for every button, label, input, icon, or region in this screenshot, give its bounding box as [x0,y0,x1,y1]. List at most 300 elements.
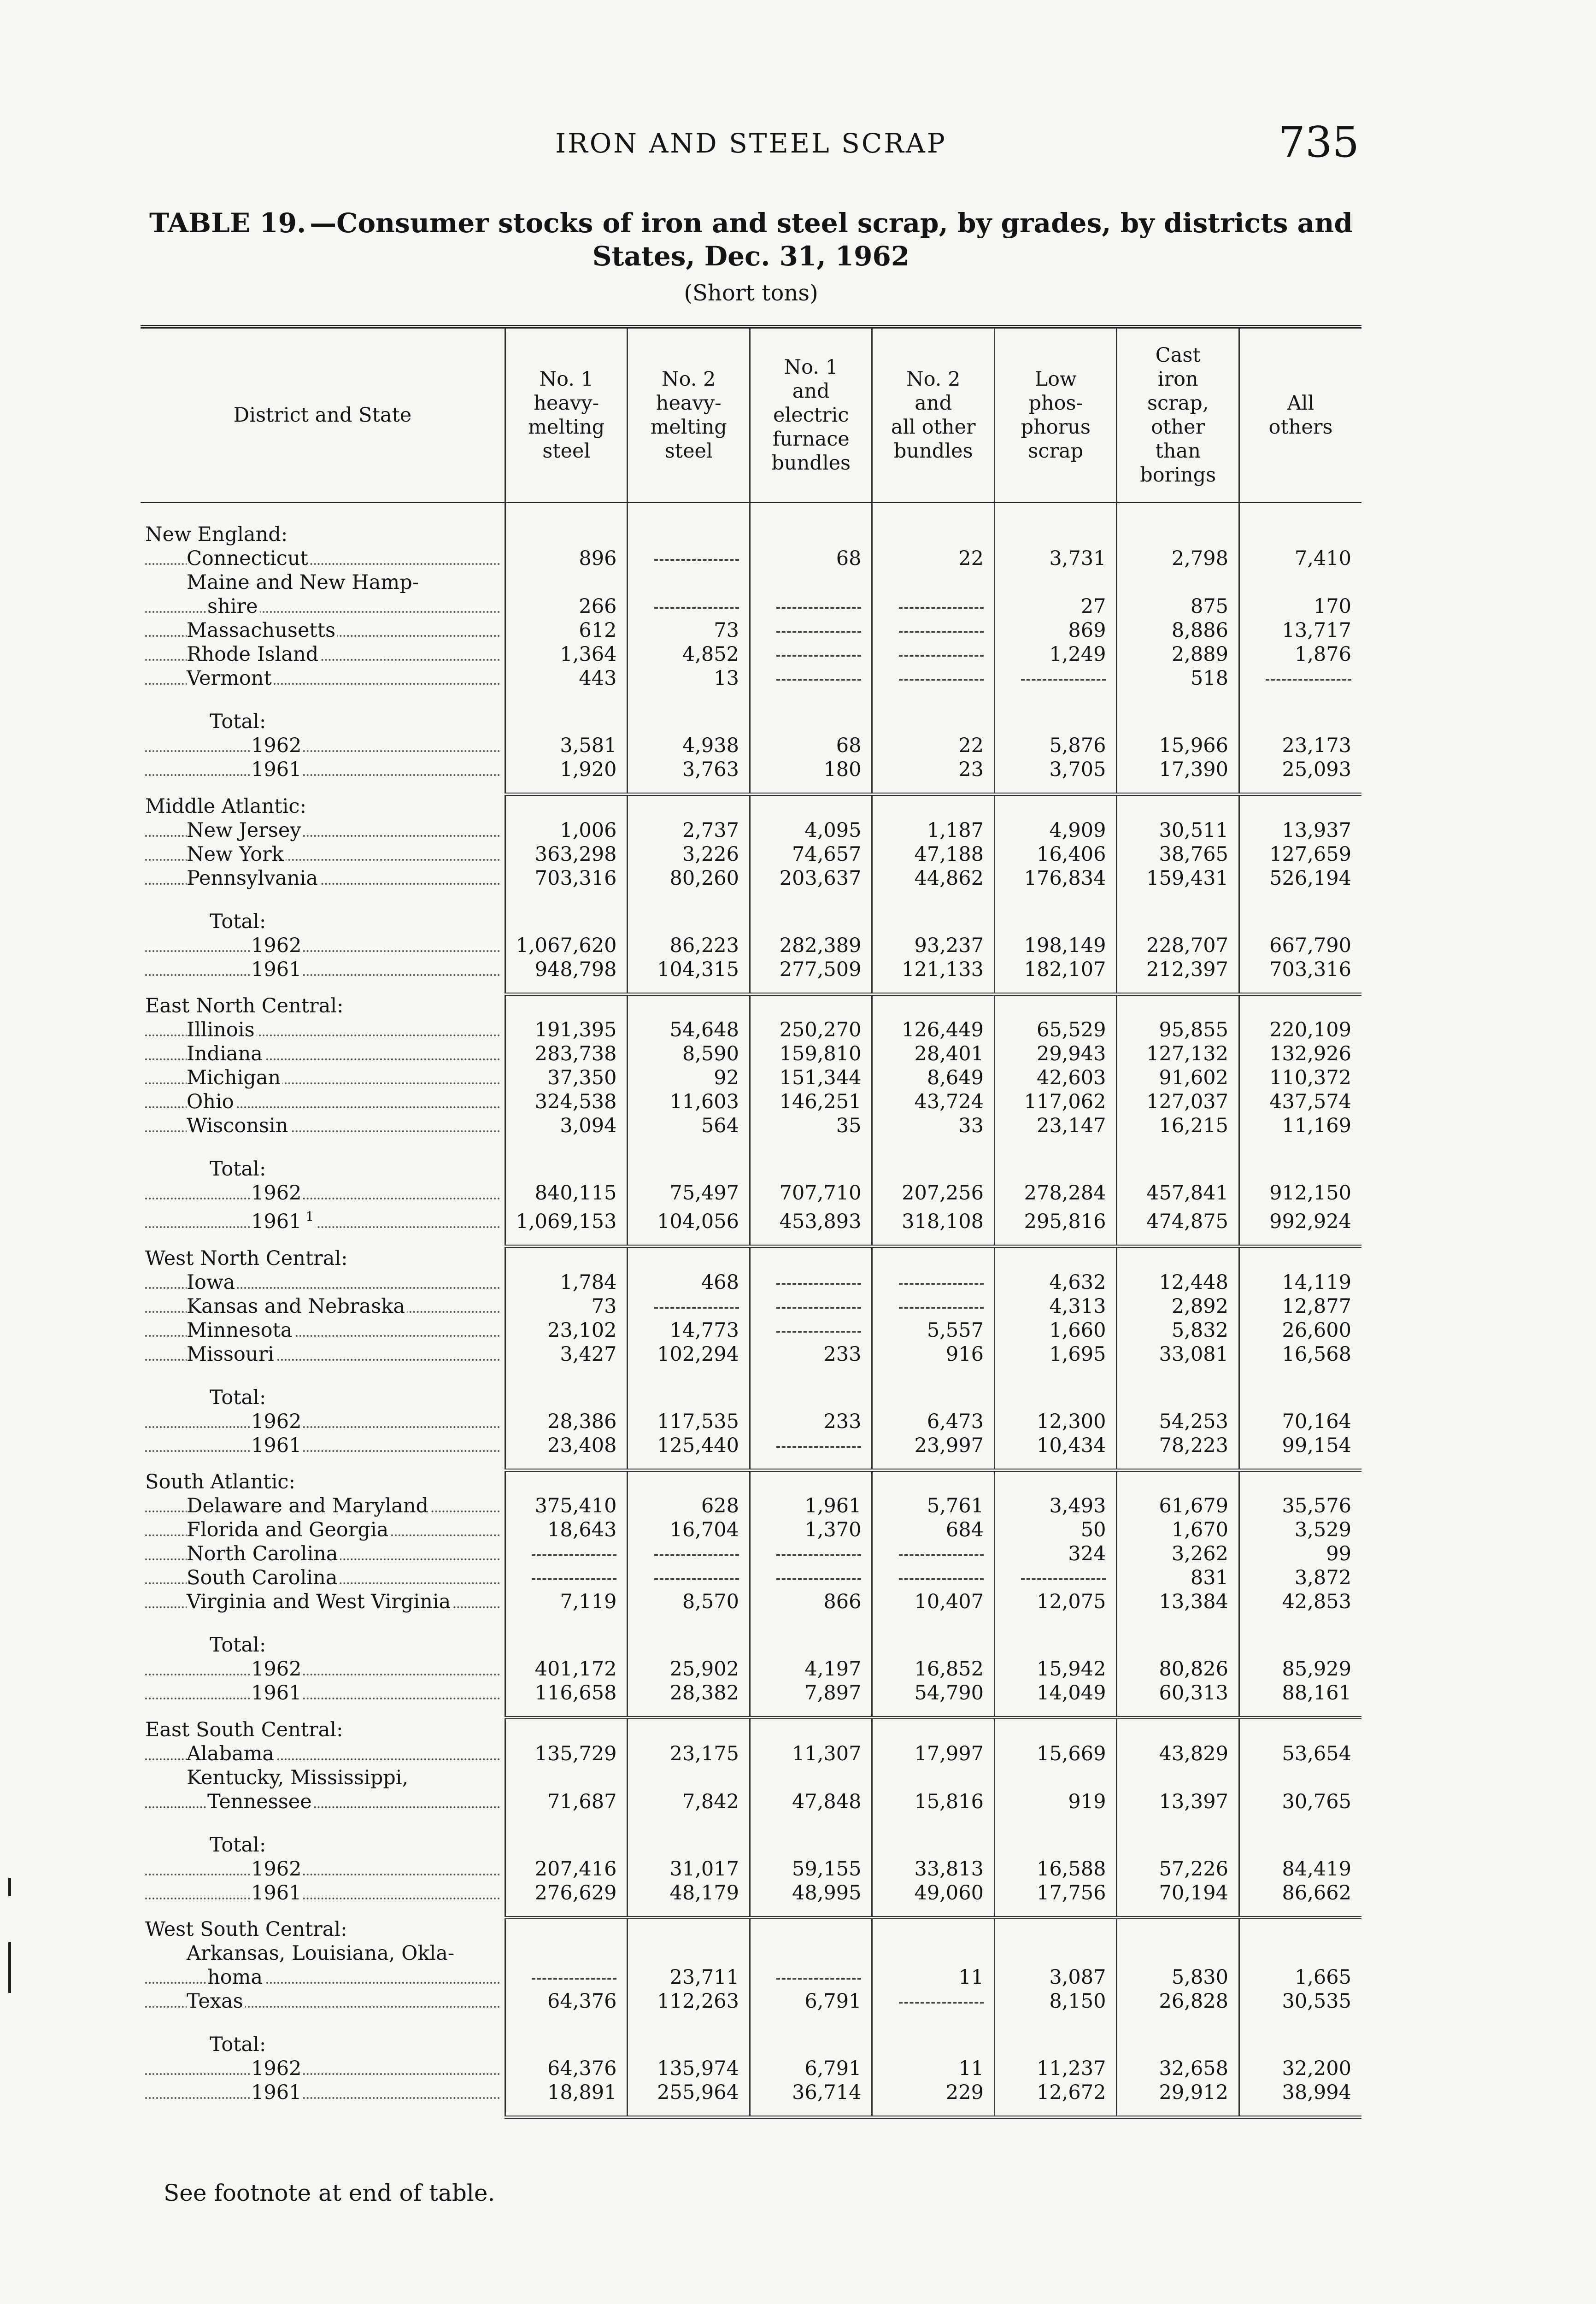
table-cell: 10,407 [872,1590,995,1614]
table-cell: 4,197 [750,1657,872,1681]
table-cell: 4,313 [994,1294,1117,1318]
total-year-row [141,1657,1361,1681]
table-cell: 948,798 [505,958,628,982]
table-cell: 22 [872,734,995,758]
section-rule [141,1705,1361,1718]
table-label: TABLE 19. [149,207,306,239]
table-cell [872,618,995,642]
table-cell: 16,406 [994,842,1117,866]
table-cell: 78,223 [1117,1434,1239,1458]
row-label: 1961 [141,2081,505,2104]
total-year-row [141,2057,1361,2081]
table-cell: 93,237 [872,934,995,958]
table-cell: 43,829 [1117,1742,1239,1766]
table-cell: 125,440 [628,1434,750,1458]
table-cell: 992,924 [1239,1205,1361,1234]
row-label: Virginia and West Virginia [141,1590,505,1614]
total-year-row [141,1181,1361,1205]
margin-mark [8,1942,11,1993]
row-label: Total: [141,1633,505,1657]
table-cell: 15,966 [1117,734,1239,758]
table-cell: 474,875 [1117,1205,1239,1234]
table-cell: 1,784 [505,1270,628,1294]
table-cell: 5,832 [1117,1318,1239,1342]
row-label: Maine and New Hamp- [141,570,505,594]
table-cell [994,1566,1117,1590]
table-cell: 6,791 [750,1989,872,2013]
table-cell: 703,316 [505,866,628,890]
state-row [141,1742,1361,1766]
row-label: 1961 [141,1881,505,1905]
table-cell: 80,260 [628,866,750,890]
total-year-row [141,1857,1361,1881]
table-cell: 104,056 [628,1205,750,1234]
table-cell: 437,574 [1239,1090,1361,1114]
table-cell [750,594,872,618]
table-cell: 207,256 [872,1181,995,1205]
row-label: Florida and Georgia [141,1518,505,1542]
row-label: New Jersey [141,818,505,842]
total-heading-row [141,1833,1361,1857]
table-cell: 628 [628,1494,750,1518]
table-cell: 43,724 [872,1090,995,1114]
state-row [141,1066,1361,1090]
table-cell: 16,568 [1239,1342,1361,1366]
row-label: 1962 [141,1410,505,1434]
table-cell: 116,658 [505,1681,628,1705]
table-cell: 135,729 [505,1742,628,1766]
state-row [141,1542,1361,1566]
total-heading-row [141,710,1361,734]
table-cell: 28,382 [628,1681,750,1705]
table-cell: 30,765 [1239,1790,1361,1814]
table-cell: 3,529 [1239,1518,1361,1542]
footnote-reference: See footnote at end of table. [164,2180,495,2206]
table-cell: 32,658 [1117,2057,1239,2081]
state-row [141,1494,1361,1518]
table-cell: 831 [1117,1566,1239,1590]
table-cell: 99 [1239,1542,1361,1566]
district-heading-row [141,794,1361,818]
row-label: South Atlantic: [141,1470,505,1494]
row-label: Massachusetts [141,618,505,642]
table-cell [1239,666,1361,690]
column-header-grade: No. 2 and all other bundles [872,327,995,503]
table-cell: 916 [872,1342,995,1366]
table-cell: 919 [994,1790,1117,1814]
table-cell: 53,654 [1239,1742,1361,1766]
margin-mark [8,1878,11,1896]
spacer-row [141,503,1361,523]
table-cell: 26,828 [1117,1989,1239,2013]
table-cell: 295,816 [994,1205,1117,1234]
table-cell: 2,737 [628,818,750,842]
table-cell: 117,062 [994,1090,1117,1114]
column-header-district: District and State [141,327,505,503]
running-title: IRON AND STEEL SCRAP [555,128,947,159]
spacer-row [141,1614,1361,1633]
table-cell: 29,912 [1117,2081,1239,2104]
table-cell [872,1989,995,2013]
table-cell [628,1566,750,1590]
row-label: Ohio [141,1090,505,1114]
section-rule [141,782,1361,794]
table-cell: 453,893 [750,1205,872,1234]
row-label: 1962 [141,1857,505,1881]
table-cell: 912,150 [1239,1181,1361,1205]
table-cell: 104,315 [628,958,750,982]
table-cell: 220,109 [1239,1018,1361,1042]
table-cell: 48,995 [750,1881,872,1905]
table-cell: 3,427 [505,1342,628,1366]
table-cell: 59,155 [750,1857,872,1881]
table-cell: 48,179 [628,1881,750,1905]
table-cell: 18,643 [505,1518,628,1542]
table-cell [750,1294,872,1318]
total-year-row [141,734,1361,758]
state-row [141,842,1361,866]
table-cell: 3,581 [505,734,628,758]
table-cell [750,1434,872,1458]
table-cell: 278,284 [994,1181,1117,1205]
scrap-stocks-table [141,325,1361,2119]
table-cell: 318,108 [872,1205,995,1234]
table-cell: 457,841 [1117,1181,1239,1205]
table-cell: 8,150 [994,1989,1117,2013]
table-header-row [141,327,1361,503]
table-cell: 121,133 [872,958,995,982]
table-title: TABLE 19. —Consumer stocks of iron and steel scrap, by grades, by districts and States, Dec. 31, 1962 [143,206,1359,273]
row-label: Minnesota [141,1318,505,1342]
row-label: 1961 [141,1681,505,1705]
table-cell: 612 [505,618,628,642]
total-year-row [141,2081,1361,2104]
table-cell: 47,848 [750,1790,872,1814]
state-row [141,1318,1361,1342]
table-cell: 11,237 [994,2057,1117,2081]
row-label: Texas [141,1989,505,2013]
table-cell [505,1566,628,1590]
row-label: Total: [141,710,505,734]
table-cell: 703,316 [1239,958,1361,982]
table-title-line2: States, Dec. 31, 1962 [592,241,910,272]
table-cell: 170 [1239,594,1361,618]
row-label: Middle Atlantic: [141,794,505,818]
state-row [141,1042,1361,1066]
table-cell: 10,434 [994,1434,1117,1458]
row-label: South Carolina [141,1566,505,1590]
row-label: Vermont [141,666,505,690]
table-cell: 61,679 [1117,1494,1239,1518]
table-cell: 3,731 [994,547,1117,570]
row-label: Michigan [141,1066,505,1090]
district-heading-row [141,1718,1361,1742]
table-cell: 1,069,153 [505,1205,628,1234]
table-cell: 42,853 [1239,1590,1361,1614]
table-cell: 5,830 [1117,1965,1239,1989]
district-heading-row [141,1246,1361,1270]
table-cell: 54,253 [1117,1410,1239,1434]
table-cell: 12,672 [994,2081,1117,2104]
table-cell [872,594,995,618]
table-cell [872,642,995,666]
table-cell: 23,408 [505,1434,628,1458]
state-row [141,618,1361,642]
table-cell: 1,920 [505,758,628,782]
table-cell: 71,687 [505,1790,628,1814]
total-heading-row [141,1633,1361,1657]
row-label: 1962 [141,734,505,758]
table-cell: 23,997 [872,1434,995,1458]
table-cell: 25,902 [628,1657,750,1681]
table-cell: 86,662 [1239,1881,1361,1905]
table-cell: 17,390 [1117,758,1239,782]
total-year-row [141,958,1361,982]
table-cell: 11 [872,1965,995,1989]
table-cell: 23,102 [505,1318,628,1342]
state-row [141,1566,1361,1590]
table-cell [872,1294,995,1318]
page-number: 735 [1278,118,1359,167]
table-cell: 60,313 [1117,1681,1239,1705]
row-label: Delaware and Maryland [141,1494,505,1518]
table-cell: 29,943 [994,1042,1117,1066]
state-row [141,1090,1361,1114]
table-cell [750,1566,872,1590]
row-label: Indiana [141,1042,505,1066]
table-cell: 8,886 [1117,618,1239,642]
table-cell: 16,215 [1117,1114,1239,1138]
row-label: Total: [141,1386,505,1410]
table-cell: 3,872 [1239,1566,1361,1590]
table-cell: 2,798 [1117,547,1239,570]
table-cell: 233 [750,1410,872,1434]
table-cell: 117,535 [628,1410,750,1434]
table-cell: 47,188 [872,842,995,866]
row-label: Connecticut [141,547,505,570]
table-cell: 866 [750,1590,872,1614]
state-row [141,666,1361,690]
total-year-row [141,1205,1361,1234]
table-cell: 84,419 [1239,1857,1361,1881]
section-rule [141,1234,1361,1246]
table-cell: 36,714 [750,2081,872,2104]
table-cell: 11,169 [1239,1114,1361,1138]
row-label: Total: [141,910,505,934]
section-rule [141,1905,1361,1918]
table-cell: 28,401 [872,1042,995,1066]
table-cell: 1,006 [505,818,628,842]
table-cell: 14,773 [628,1318,750,1342]
section-rule [141,2104,1361,2117]
table-cell: 667,790 [1239,934,1361,958]
table-cell: 869 [994,618,1117,642]
state-row [141,1018,1361,1042]
total-year-row [141,1434,1361,1458]
table-cell [750,666,872,690]
table-cell: 42,603 [994,1066,1117,1090]
table-cell [505,1965,628,1989]
row-label: Illinois [141,1018,505,1042]
district-heading-row [141,1470,1361,1494]
table-cell: 8,649 [872,1066,995,1090]
table-cell [872,1270,995,1294]
table-cell: 28,386 [505,1410,628,1434]
table-cell [872,666,995,690]
table-cell: 32,200 [1239,2057,1361,2081]
table-cell: 1,876 [1239,642,1361,666]
table-cell: 1,961 [750,1494,872,1518]
state-row [141,1766,1361,1790]
page-header [143,118,1359,168]
total-year-row [141,934,1361,958]
table-cell: 11,603 [628,1090,750,1114]
table-cell: 146,251 [750,1090,872,1114]
table-cell: 80,826 [1117,1657,1239,1681]
table-cell: 564 [628,1114,750,1138]
scrap-stocks-table-wrap [141,325,1361,2119]
table-cell: 23,175 [628,1742,750,1766]
table-cell: 49,060 [872,1881,995,1905]
table-cell: 33 [872,1114,995,1138]
table-cell: 401,172 [505,1657,628,1681]
table-cell: 1,364 [505,642,628,666]
state-row [141,1294,1361,1318]
row-label: East South Central: [141,1718,505,1742]
table-cell: 15,669 [994,1742,1117,1766]
table-cell: 70,194 [1117,1881,1239,1905]
row-label: Total: [141,2033,505,2057]
table-cell: 31,017 [628,1857,750,1881]
state-row [141,1114,1361,1138]
table-cell: 250,270 [750,1018,872,1042]
table-cell: 91,602 [1117,1066,1239,1090]
table-cell: 526,194 [1239,866,1361,890]
table-cell: 468 [628,1270,750,1294]
table-cell: 44,862 [872,866,995,890]
row-label: Alabama [141,1742,505,1766]
table-cell: 73 [628,618,750,642]
table-cell: 126,449 [872,1018,995,1042]
table-cell: 324,538 [505,1090,628,1114]
row-label: Missouri [141,1342,505,1366]
table-cell: 363,298 [505,842,628,866]
table-cell: 14,119 [1239,1270,1361,1294]
table-cell [872,1542,995,1566]
table-cell: 65,529 [994,1018,1117,1042]
spacer-row [141,1814,1361,1833]
state-row [141,594,1361,618]
table-cell: 64,376 [505,2057,628,2081]
table-cell [505,1542,628,1566]
row-label: North Carolina [141,1542,505,1566]
table-cell: 99,154 [1239,1434,1361,1458]
table-cell [750,1270,872,1294]
table-cell: 127,132 [1117,1042,1239,1066]
table-cell: 38,994 [1239,2081,1361,2104]
table-cell: 2,889 [1117,642,1239,666]
table-cell: 70,164 [1239,1410,1361,1434]
table-cell: 27 [994,594,1117,618]
table-cell: 35,576 [1239,1494,1361,1518]
total-heading-row [141,2033,1361,2057]
column-header-grade: All others [1239,327,1361,503]
row-label: West North Central: [141,1246,505,1270]
row-label: Arkansas, Louisiana, Okla- [141,1941,505,1965]
row-label: 1962 [141,2057,505,2081]
table-cell: 233 [750,1342,872,1366]
table-cell: 4,632 [994,1270,1117,1294]
table-cell: 896 [505,547,628,570]
row-label: East North Central: [141,994,505,1018]
district-heading-row [141,994,1361,1018]
row-label: 1961 [141,758,505,782]
state-row [141,1590,1361,1614]
table-cell: 38,765 [1117,842,1239,866]
table-cell: 15,942 [994,1657,1117,1681]
table-cell: 1,067,620 [505,934,628,958]
table-cell: 7,842 [628,1790,750,1814]
district-heading-row [141,523,1361,547]
total-year-row [141,1681,1361,1705]
table-cell: 85,929 [1239,1657,1361,1681]
table-cell: 4,095 [750,818,872,842]
table-cell: 8,590 [628,1042,750,1066]
table-cell: 5,557 [872,1318,995,1342]
table-cell: 75,497 [628,1181,750,1205]
section-rule [141,982,1361,994]
row-label: 1961 $^1$ [141,1205,505,1234]
table-cell: 7,119 [505,1590,628,1614]
table-cell: 3,226 [628,842,750,866]
state-row [141,547,1361,570]
table-cell: 3,763 [628,758,750,782]
table-cell: 13 [628,666,750,690]
table-cell: 135,974 [628,2057,750,2081]
table-cell: 30,535 [1239,1989,1361,2013]
table-cell: 207,416 [505,1857,628,1881]
table-cell: 159,810 [750,1042,872,1066]
table-cell: 3,087 [994,1965,1117,1989]
table-cell: 112,263 [628,1989,750,2013]
table-cell: 37,350 [505,1066,628,1090]
spacer-row [141,1366,1361,1386]
total-year-row [141,758,1361,782]
table-cell: 12,075 [994,1590,1117,1614]
state-row [141,1270,1361,1294]
table-cell: 266 [505,594,628,618]
table-cell: 7,410 [1239,547,1361,570]
table-cell: 54,790 [872,1681,995,1705]
table-cell: 26,600 [1239,1318,1361,1342]
table-cell: 16,588 [994,1857,1117,1881]
table-cell: 1,370 [750,1518,872,1542]
row-label: Kansas and Nebraska [141,1294,505,1318]
state-row [141,1965,1361,1989]
table-cell: 17,756 [994,1881,1117,1905]
table-cell: 16,704 [628,1518,750,1542]
table-cell: 875 [1117,594,1239,618]
row-label: West South Central: [141,1917,505,1941]
table-cell: 191,395 [505,1018,628,1042]
table-cell: 18,891 [505,2081,628,2104]
row-label: Total: [141,1157,505,1181]
table-cell: 16,852 [872,1657,995,1681]
table-cell: 132,926 [1239,1042,1361,1066]
table-cell: 324 [994,1542,1117,1566]
state-row [141,570,1361,594]
table-cell: 198,149 [994,934,1117,958]
